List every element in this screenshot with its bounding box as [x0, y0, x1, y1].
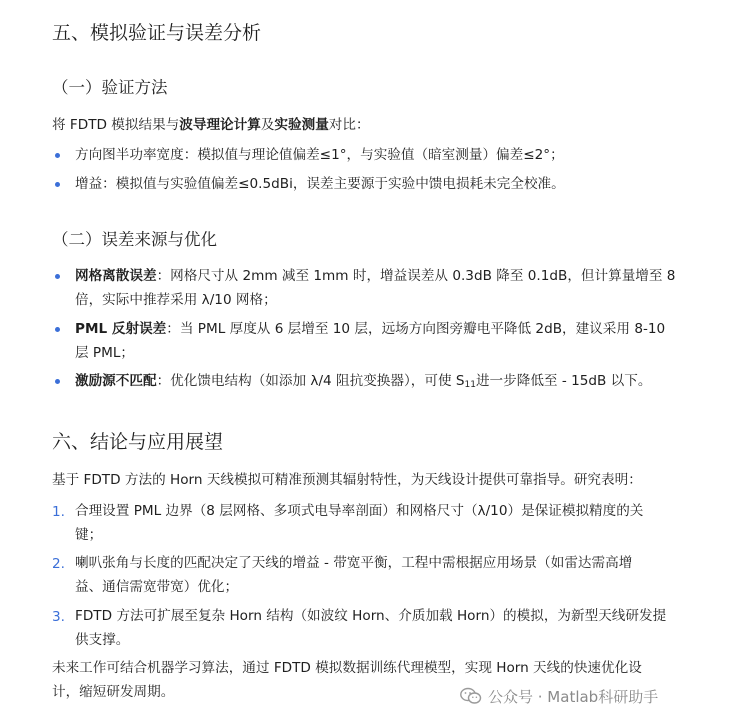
- wechat-icon: [460, 687, 482, 705]
- intro-text-a: 将 FDTD 模拟结果与: [52, 117, 180, 133]
- section-5-heading: 五、模拟验证与误差分析: [52, 22, 262, 44]
- section-6-heading: 六、结论与应用展望: [52, 431, 224, 453]
- list-number: 1.: [52, 504, 65, 520]
- item-line-1: ：网格尺寸从 2mm 减至 1mm 时，增益误差从 0.3dB 降至 0.1dB，但计算量增至 8: [156, 268, 676, 284]
- item-line-2: 键；: [75, 527, 103, 543]
- list-number: 3.: [52, 609, 65, 625]
- item-text-b: 进一步降低至 - 15dB 以下。: [475, 373, 652, 389]
- item-line-1: 合理设置 PML 边界（8 层网格、多项式电导率剖面）和网格尺寸（λ/10）是保证模拟精度的关: [75, 503, 644, 519]
- item-text-a: ：优化馈电结构（如添加 λ/4 阻抗变换器），可使 S: [156, 373, 465, 389]
- list-item-text: [75, 604, 711, 652]
- bullet-icon: [55, 274, 60, 279]
- verification-intro: [52, 114, 712, 136]
- bullet-icon: [55, 182, 60, 187]
- item-label: 网格离散误差: [75, 268, 157, 284]
- watermark-text: 公众号 · Matlab科研助手: [488, 687, 659, 706]
- item-line-1: FDTD 方法可扩展至复杂 Horn 结构（如波纹 Horn、介质加载 Horn）的模拟，为新型天线研发提: [75, 608, 667, 624]
- subscript: 11: [464, 380, 476, 390]
- item-line-1: 喇叭张角与长度的匹配决定了天线的增益 - 带宽平衡，工程中需根据应用场景（如雷达需高增: [75, 555, 633, 571]
- item-label: 激励源不匹配: [75, 373, 157, 389]
- list-item-text: [75, 369, 711, 397]
- list-item-text: [75, 499, 711, 547]
- outro-line-2: 计，缩短研发周期。: [52, 684, 175, 700]
- bullet-icon: [55, 379, 60, 384]
- list-item-text: 方向图半功率宽度：模拟值与理论值偏差≤1°，与实验值（暗室测量）偏差≤2°；: [75, 147, 564, 163]
- item-line-2: 益、通信需宽带宽）优化；: [75, 579, 239, 595]
- subsection-2-heading: （二）误差来源与优化: [52, 230, 217, 249]
- intro-bold-experiment: 实验测量: [274, 117, 329, 133]
- item-label: PML 反射误差: [75, 321, 167, 337]
- list-number: 2.: [52, 556, 65, 572]
- intro-text-c: 及: [260, 117, 275, 133]
- conclusion-intro: 基于 FDTD 方法的 Horn 天线模拟可精准预测其辐射特性，为天线设计提供可靠指导。研究表明：: [52, 472, 642, 488]
- bullet-icon: [55, 327, 60, 332]
- intro-text-e: 对比：: [328, 117, 370, 133]
- subsection-1-heading: （一）验证方法: [52, 78, 168, 97]
- list-item-text: [75, 551, 711, 599]
- list-item-text: [75, 264, 711, 312]
- item-line-2: 倍，实际中推荐采用 λ/10 网格；: [75, 292, 277, 308]
- item-line-2: 层 PML；: [75, 345, 135, 361]
- item-line-2: 供支撑。: [75, 632, 130, 648]
- item-line-1: ：当 PML 厚度从 6 层增至 10 层，远场方向图旁瓣电平降低 2dB，建议采用 8-10: [166, 321, 666, 337]
- intro-bold-waveguide: 波导理论计算: [179, 117, 261, 133]
- bullet-icon: [55, 153, 60, 158]
- list-item-text: [75, 317, 711, 365]
- outro-line-1: 未来工作可结合机器学习算法，通过 FDTD 模拟数据训练代理模型，实现 Horn 天线的快速优化设: [52, 660, 642, 676]
- watermark: [460, 683, 658, 709]
- list-item-text: 增益：模拟值与实验值偏差≤0.5dBi，误差主要源于实验中馈电损耗未完全校准。: [75, 176, 565, 192]
